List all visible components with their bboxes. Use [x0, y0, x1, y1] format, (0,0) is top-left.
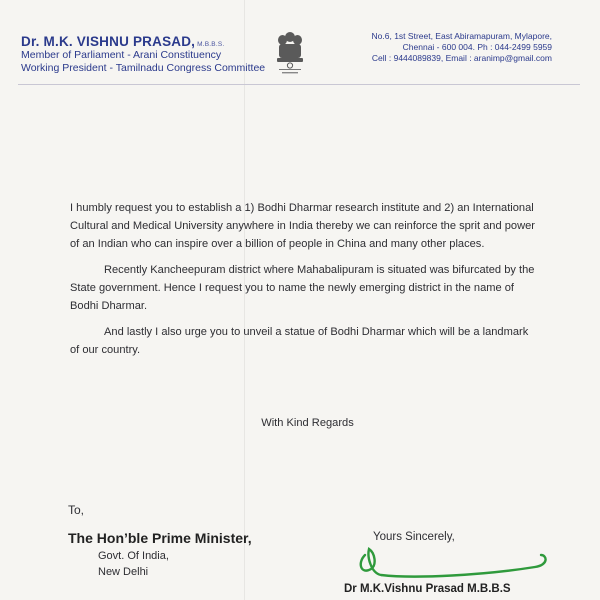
paragraph-district: Recently Kancheepuram district where Mahabalipuram is situated was bifurcated by the State government. Hence I request you to name the newly emerging district in the name of Bodhi Dharmar.	[70, 264, 535, 312]
letterhead-address	[350, 31, 552, 64]
closing-line	[0, 417, 600, 429]
address-line-cell-email: Cell : 9444089839, Email : aranimp@gmail.com	[371, 53, 552, 63]
letterhead-left	[21, 34, 265, 74]
recipient-line-city: New Delhi	[98, 566, 149, 578]
closing-text: With Kind Regards	[261, 417, 354, 429]
letterhead-divider	[18, 84, 580, 85]
recipient-title: The Hon’ble Prime Minister,	[68, 530, 252, 546]
sender-role-mp: Member of Parliament - Arani Constituency	[21, 49, 222, 61]
handwritten-signature	[355, 535, 555, 585]
national-emblem-icon	[270, 28, 310, 78]
signoff-yours: Yours Sincerely,	[373, 531, 455, 543]
letter-body	[70, 199, 540, 367]
sender-degree: M.B.B.S.	[197, 41, 225, 48]
sender-role-committee: Working President - Tamilnadu Congress Committee	[21, 61, 266, 74]
sender-name	[21, 34, 265, 49]
signer-name: Dr M.K.Vishnu Prasad M.B.B.S	[344, 583, 511, 595]
paragraph-request: I humbly request you to establish a 1) Bodhi Dharmar research institute and 2) an International Cultural and Medical University anywhere in India thereby we can reinforce the sprit and power of an Indian who can inspire over a billion of people in China and many other places.	[70, 202, 535, 250]
address-line-city-phone: Chennai - 600 004. Ph : 044-2499 5959	[402, 42, 552, 52]
recipient-line-govt: Govt. Of India,	[98, 550, 169, 562]
paragraph-statue: And lastly I also urge you to unveil a statue of Bodhi Dharmar which will be a landmark of our country.	[70, 326, 529, 356]
address-line-street: No.6, 1st Street, East Abiramapuram, Mylapore,	[371, 31, 552, 41]
sender-name-text: Dr. M.K. VISHNU PRASAD,	[21, 34, 196, 49]
recipient-to: To,	[68, 503, 85, 517]
